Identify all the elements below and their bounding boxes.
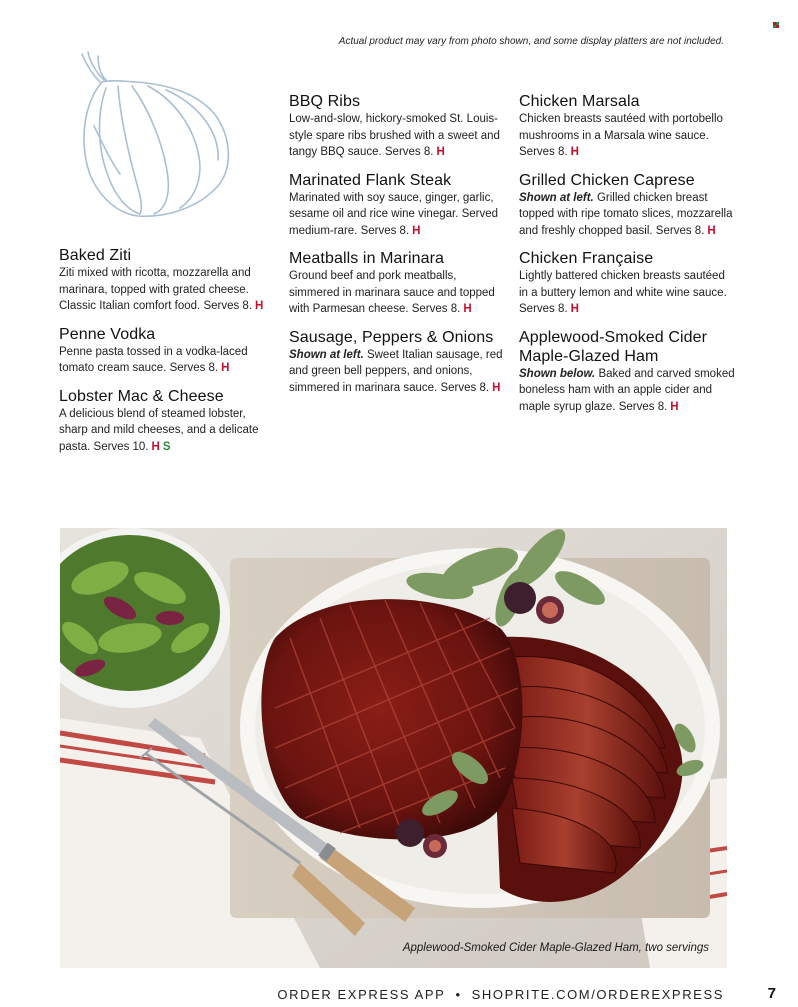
item-title: BBQ Ribs: [289, 93, 361, 110]
item-title: Baked Ziti: [59, 247, 132, 264]
item-desc-text: Sweet Italian sausage, red and green bell peppers, and onions, simmered in marinara sauce. Serves 8.: [289, 348, 503, 394]
menu-item: [289, 328, 505, 397]
menu-item: [519, 328, 735, 416]
menu-item: [519, 249, 735, 318]
menu-item: [289, 171, 505, 240]
brand-corner-mark: [773, 22, 780, 29]
shown-note: Shown at left.: [519, 191, 594, 204]
item-desc-text: Grilled chicken breast topped with ripe tomato slices, mozzarella and freshly chopped basil. Serves 8.: [519, 191, 733, 237]
footer-app-link[interactable]: ORDER EXPRESS APP: [277, 987, 446, 1002]
photo-caption: Applewood-Smoked Cider Maple-Glazed Ham, two servings: [402, 942, 709, 954]
item-title: Meatballs in Marinara: [289, 250, 445, 267]
hot-badge: H: [151, 440, 160, 453]
hot-badge: H: [707, 224, 716, 237]
footer-bar: [277, 987, 724, 1002]
item-description: [519, 268, 735, 318]
menu-column-left: [59, 246, 269, 465]
footer-separator: •: [455, 987, 462, 1002]
shown-note: Shown below.: [519, 367, 596, 380]
item-desc-text: Low-and-slow, hickory-smoked St. Louis-style spare ribs brushed with a sweet and tangy BBQ sauce. Serves 8.: [289, 113, 500, 158]
item-description: [519, 190, 735, 240]
hot-badge: H: [412, 224, 421, 237]
item-description: [519, 366, 735, 416]
hot-badge: H: [570, 146, 579, 158]
garlic-illustration-icon: [68, 48, 238, 223]
ham-platter-illustration: [60, 528, 727, 968]
menu-column-right: [519, 92, 735, 425]
item-description: [289, 111, 505, 161]
item-title: Chicken Marsala: [519, 93, 640, 110]
item-desc-text: Chicken breasts sautéed with portobello mushrooms in a Marsala wine sauce. Serves 8.: [519, 113, 723, 158]
item-title: Penne Vodka: [59, 325, 156, 343]
item-title: Marinated Flank Steak: [289, 171, 452, 189]
hot-badge: H: [492, 381, 501, 394]
seafood-badge: S: [162, 440, 171, 453]
hot-badge: H: [570, 303, 579, 315]
item-description: [289, 268, 505, 318]
item-description: [59, 344, 269, 377]
item-description: [289, 347, 505, 397]
item-desc-text: Marinated with soy sauce, ginger, garlic, sesame oil and rice wine vinegar. Served medium-rare. Serves 8.: [289, 191, 499, 237]
item-desc-text: A delicious blend of steamed lobster, sharp and mild cheeses, and a delicate pasta. Serves 10.: [59, 407, 259, 453]
item-description: [519, 111, 735, 161]
menu-item: [59, 387, 269, 456]
item-title: Applewood-Smoked Cider Maple-Glazed Ham: [519, 328, 708, 365]
hot-badge: H: [436, 146, 445, 158]
shown-note: Shown at left.: [289, 348, 364, 361]
menu-item: [59, 246, 269, 315]
item-title: Grilled Chicken Caprese: [519, 171, 695, 189]
item-desc-text: Ziti mixed with ricotta, mozzarella and marinara, topped with grated cheese. Classic Italian comfort food. Serves 8.: [59, 267, 253, 312]
menu-column-middle: [289, 92, 505, 406]
item-title: Sausage, Peppers & Onions: [289, 328, 494, 346]
page-number: 7: [767, 985, 776, 1002]
menu-item: [519, 171, 735, 240]
footer-url-link[interactable]: SHOPRITE.COM/ORDEREXPRESS: [471, 987, 724, 1002]
item-desc-text: Penne pasta tossed in a vodka-laced tomato cream sauce. Serves 8.: [59, 345, 248, 374]
item-title: Lobster Mac & Cheese: [59, 387, 224, 405]
menu-item: [289, 92, 505, 161]
item-desc-text: Baked and carved smoked boneless ham with an apple cider and maple syrup glaze. Serves 8.: [519, 367, 735, 413]
menu-item: [289, 249, 505, 318]
item-desc-text: Ground beef and pork meatballs, simmered in marinara sauce and topped with Parmesan cheese. Serves 8.: [289, 270, 495, 315]
hot-badge: H: [221, 362, 230, 374]
item-title: Chicken Française: [519, 250, 654, 267]
hot-badge: H: [463, 303, 472, 315]
disclaimer-text: Actual product may vary from photo shown, and some display platters are not included.: [338, 36, 724, 47]
hot-badge: H: [670, 400, 679, 413]
menu-item: [59, 325, 269, 377]
menu-item: [519, 92, 735, 161]
item-description: [59, 406, 269, 456]
ham-photo: [60, 528, 727, 968]
item-description: [59, 265, 269, 315]
hot-badge: H: [255, 300, 264, 312]
item-desc-text: Lightly battered chicken breasts sautéed in a buttery lemon and white wine sauce. Serves 8.: [519, 270, 727, 315]
item-description: [289, 190, 505, 240]
